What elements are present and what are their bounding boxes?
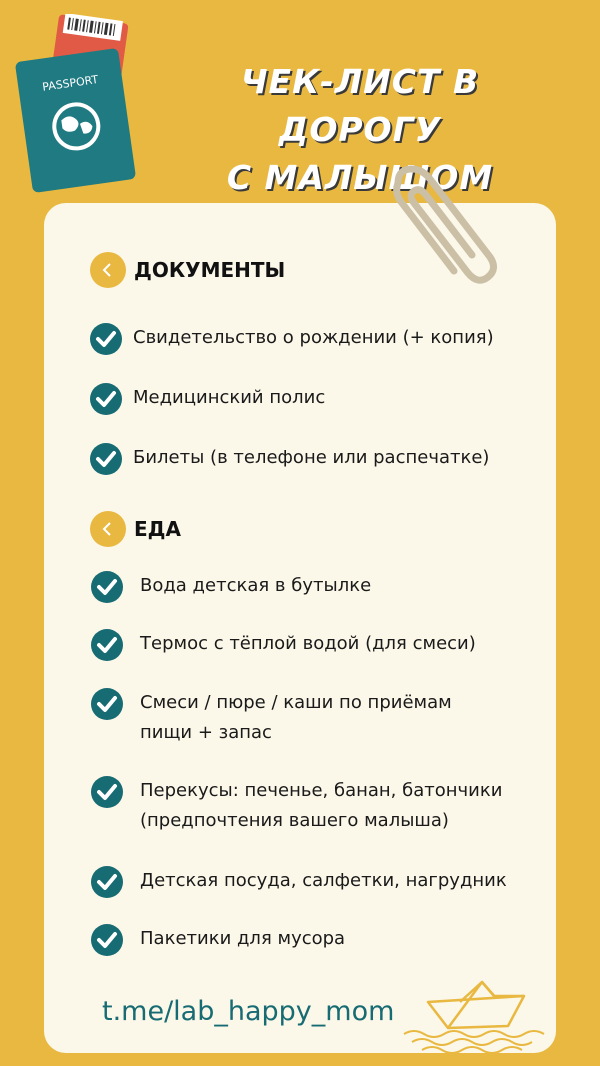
item-text: Медицинский полис <box>133 387 326 408</box>
chevron-left-icon <box>90 252 126 288</box>
item-text-line-2: пищи + запас <box>140 722 272 743</box>
checkmark-icon <box>90 443 122 475</box>
list-item <box>90 443 489 475</box>
checkmark-icon <box>91 629 123 661</box>
checkmark-icon <box>91 688 123 720</box>
section-title: ДОКУМЕНТЫ <box>134 258 286 282</box>
section-header-food <box>90 511 181 547</box>
item-text: Термос с тёплой водой (для смеси) <box>140 633 476 654</box>
list-item <box>91 688 452 748</box>
checkmark-icon <box>91 776 123 808</box>
list-item <box>91 776 502 836</box>
checkmark-icon <box>90 383 122 415</box>
item-text-line-2: (предпочтения вашего малыша) <box>140 810 449 831</box>
passport-icon <box>14 14 144 194</box>
passport-label: PASSPORT <box>41 72 100 94</box>
item-text: Билеты (в телефоне или распечатке) <box>133 447 490 468</box>
item-text: Свидетельство о рождении (+ копия) <box>133 327 494 348</box>
item-text: Вода детская в бутылке <box>140 575 372 596</box>
item-text: Смеси / пюре / каши по приёмам <box>140 692 452 713</box>
list-item <box>91 866 507 898</box>
telegram-link[interactable]: t.me/lab_happy_mom <box>102 996 395 1027</box>
list-item <box>91 629 476 661</box>
list-item <box>90 323 494 355</box>
list-item <box>91 924 345 956</box>
checkmark-icon <box>91 571 123 603</box>
chevron-left-icon <box>90 511 126 547</box>
title-line-2: С МАЛЫШОМ <box>226 158 494 197</box>
item-text: Детская посуда, салфетки, нагрудник <box>140 870 507 891</box>
checkmark-icon <box>91 866 123 898</box>
paper-boat-icon <box>398 968 558 1058</box>
list-item <box>91 571 371 603</box>
section-header-documents <box>90 252 285 288</box>
paperclip-icon <box>380 165 500 295</box>
item-text: Перекусы: печенье, банан, батончики <box>140 780 503 801</box>
list-item <box>90 383 325 415</box>
page-title <box>160 58 560 202</box>
item-text: Пакетики для мусора <box>140 928 346 949</box>
checkmark-icon <box>90 323 122 355</box>
title-line-1: ЧЕК-ЛИСТ В ДОРОГУ <box>240 62 480 149</box>
section-title: ЕДА <box>134 517 181 541</box>
checkmark-icon <box>91 924 123 956</box>
